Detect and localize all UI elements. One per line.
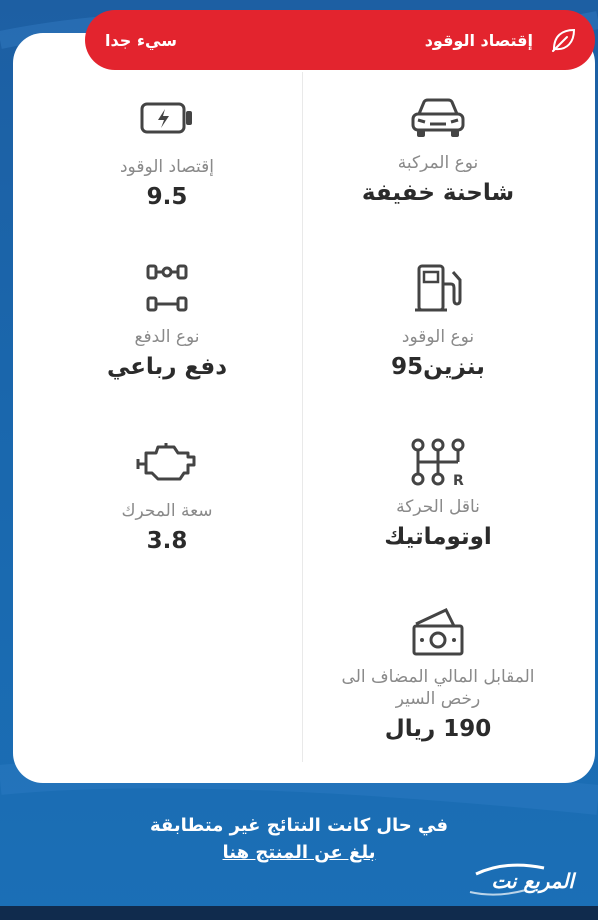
spec-transmission [298,436,578,550]
brand-logo-icon [466,860,578,898]
spec-value: 190 ريال [384,716,492,742]
spec-value: 3.8 [146,528,188,554]
leaf-icon [543,20,583,60]
spec-value: شاحنة خفيفة [361,180,515,206]
spec-value: اوتوماتيك [384,524,492,550]
fuel-economy-title: إقتصاد الوقود [424,30,533,50]
spec-engine-capacity [27,436,307,554]
spec-label: المقابل المالي المضاف الى رخص السير [341,667,535,709]
fuel-economy-banner [85,10,595,70]
spec-fuel-type [298,262,578,380]
spec-vehicle-type [298,92,578,206]
drivetrain-icon [27,262,307,314]
mismatch-message: في حال كانت النتائج غير متطابقة [149,815,449,836]
fuel-pump-icon [298,262,578,314]
report-section [0,815,598,863]
spec-value: بنزين95 [391,354,485,380]
spec-label: نوع الوقود [401,327,475,347]
spec-drive-type [27,262,307,380]
spec-value: دفع رباعي [106,354,228,380]
bottom-bar [0,906,598,920]
spec-label: ناقل الحركة [396,497,480,517]
money-icon [298,606,578,658]
brand-logo[interactable] [466,860,578,898]
spec-value: 9.5 [146,184,188,210]
spec-label: نوع الدفع [134,327,200,347]
spec-label: نوع المركبة [397,153,479,173]
spec-label: إقتصاد الوقود [119,157,215,177]
spec-label: سعة المحرك [121,501,213,521]
spec-fuel-economy [27,92,307,210]
brand-logo-text: المربع نت [491,869,574,893]
engine-icon [27,436,307,488]
spec-registration-fee [298,606,578,742]
battery-icon [27,92,307,144]
svg-text:R: R [453,473,464,487]
car-icon [298,92,578,144]
report-product-link[interactable]: بلغ عن المنتج هنا [222,842,376,863]
gear-shift-icon [298,436,578,488]
fuel-economy-rating: سيء جدا [105,30,177,50]
